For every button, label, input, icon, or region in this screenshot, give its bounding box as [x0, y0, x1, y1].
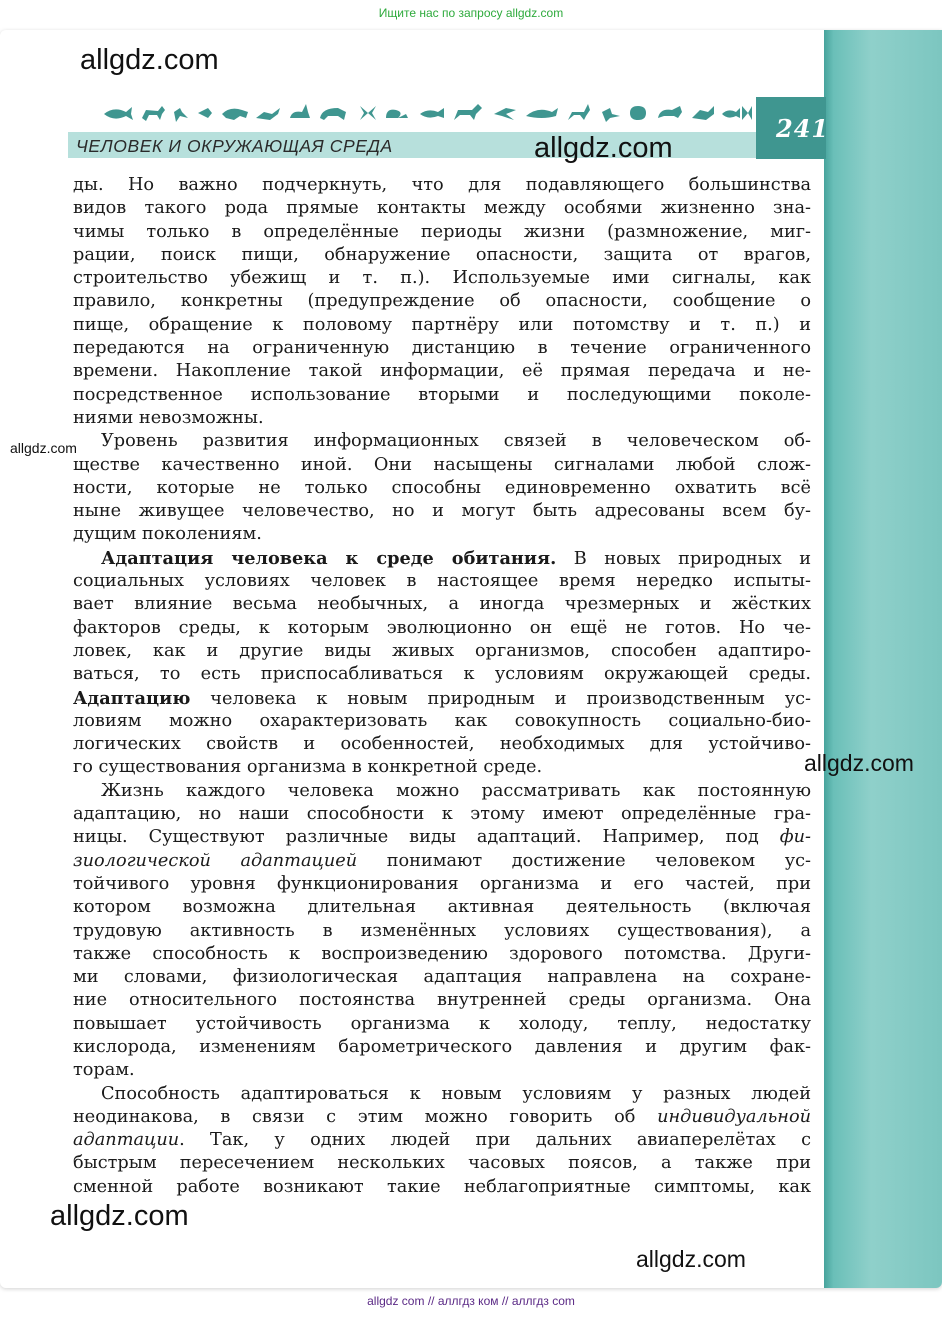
watermark: allgdz.com [10, 440, 77, 456]
text-line: вает влияние весьма необычных, а иногда чрезмерных и жёстких [73, 594, 811, 615]
text-line [73, 826, 811, 849]
text-line: ловек, как и другие виды живых организмов, способен адаптиро- [73, 640, 811, 661]
text-line: времени. Накопление такой информации, её прямая передача и не- [73, 361, 811, 382]
watermark: allgdz.com [636, 1246, 746, 1272]
text-line: ловиям можно охарактеризовать как совокупность социально-био- [73, 710, 811, 731]
text-line: посредственное использование вторыми и последующими поколе- [73, 384, 811, 405]
bold-term: Адаптация человека к среде обитания. [101, 547, 557, 569]
text-line: ние относительного постоянства внутренней среды организма. Она [73, 990, 811, 1011]
text-line: передаются на ограниченную дистанцию в течение ограниченного [73, 338, 811, 359]
text-line [73, 850, 811, 873]
text-line: повышает устойчивость организма к холоду, теплу, недостатку [73, 1013, 811, 1034]
text-run: В новых природных и [556, 548, 812, 569]
text-line [73, 1129, 811, 1152]
italic-term: адаптации [73, 1130, 180, 1151]
insect-icon [198, 106, 212, 120]
text-line: Жизнь каждого человека можно рассматривать как постоянную [101, 780, 811, 801]
footer-link[interactable]: аллгдз ком [437, 1294, 499, 1308]
text-line: ности, которые не только способны единовременно охватить всё [73, 477, 811, 498]
text-line: видов такого рода прямые контакты между особями жизненно зна- [73, 198, 811, 219]
snail-icon [386, 110, 408, 118]
footer-separator: // [501, 1294, 509, 1308]
italic-term: зиологической адаптацией [73, 850, 358, 871]
watermark: allgdz.com [80, 44, 219, 76]
page-number: 241 [776, 114, 830, 143]
text-line: трудовую активность в изменённых условиях существования), а [73, 920, 811, 941]
text-line: Уровень развития информационных связей в человеческом об- [101, 431, 811, 452]
text-line: торам. [73, 1060, 135, 1081]
bird2-icon [494, 108, 516, 120]
fish3-icon [722, 108, 740, 118]
text-line: тойчивого уровня функционирования организма и его частей, при [73, 873, 811, 894]
text-line: пище, обращение к половому партнёру или потомству и т. п.) и [73, 314, 811, 335]
text-line: чимы только в определённые периоды жизни (размножение, миг- [73, 221, 811, 242]
watermark: allgdz.com [534, 132, 673, 164]
lizard2-icon [692, 106, 714, 120]
text-line [73, 1106, 811, 1129]
text-run: ницы. Существуют различные виды адаптаций. Например, под [73, 827, 780, 848]
watermark: allgdz.com [50, 1200, 189, 1232]
italic-term: фи- [779, 827, 811, 848]
text-run: неодинакова, в связи с этим можно говорить об [73, 1106, 658, 1127]
body-text [73, 174, 811, 1199]
text-line: также способность к воспроизведению здорового потомства. Други- [73, 943, 811, 964]
text-line [73, 687, 811, 710]
butterfly-icon [360, 106, 376, 120]
deer-icon [568, 104, 590, 120]
text-line: факторов среды, к которым эволюционно он ещё не готов. Но че- [73, 617, 811, 638]
text-line: логических свойств и особенностей, необходимых для устойчиво- [73, 734, 811, 755]
fish-icon [104, 107, 133, 120]
footer-link[interactable]: allgdz com [367, 1294, 425, 1308]
boar-icon [222, 109, 248, 120]
section-title: ЧЕЛОВЕК И ОКРУЖАЮЩАЯ СРЕДА [76, 136, 393, 156]
footer-link[interactable]: аллгдз com [511, 1294, 575, 1308]
bird3-icon [602, 108, 620, 122]
text-line: кислорода, изменениям барометрического давления и другим фак- [73, 1036, 811, 1057]
animal-silhouettes-ornament [102, 102, 752, 124]
top-banner-link[interactable]: Ищите нас по запросу allgdz.com [378, 6, 564, 20]
bear-icon [320, 108, 346, 120]
text-line: быстрым пересечением нескольких часовых поясов, а также при [73, 1153, 811, 1174]
beetle-icon [630, 106, 646, 120]
text-line: адаптацию, но наши способности к этому имеют определённые гра- [73, 804, 811, 825]
italic-term: индивидуальной [657, 1106, 811, 1127]
text-line: Способность адаптироваться к новым условиям у разных людей [101, 1083, 811, 1104]
footer-separator: // [427, 1294, 435, 1308]
footer-links [0, 1294, 942, 1308]
text-line: ществе качественно иной. Они насыщены сигналами любой слож- [73, 454, 811, 475]
text-line: сменной работе возникают такие неблагоприятные симптомы, как [73, 1176, 811, 1197]
bold-term: Адаптацию [73, 687, 191, 709]
text-line: строительство убежищ и т. п.). Используемые ими сигналы, как [73, 268, 811, 289]
text-line: ми словами, физиологическая адаптация направлена на сохране- [73, 967, 811, 988]
text-line: ниями невозможны. [73, 407, 264, 428]
text-line: социальных условиях человек в настоящее время нередко испыты- [73, 571, 811, 592]
bird-icon [174, 108, 188, 122]
text-line: котором возможна длительная активная деятельность (включая [73, 897, 811, 918]
ram-icon [658, 106, 682, 118]
dolphin-icon [526, 108, 558, 118]
text-line: рации, поиск пищи, обнаружение опасности, защита от врагов, [73, 244, 811, 265]
text-run: . Так, у одних людей при дальних авиаперелётах с [179, 1130, 811, 1151]
text-line: правило, конкретны (предупреждение об опасности, сообщение о [73, 291, 811, 312]
text-line: ваться, то есть приспосабливаться к условиям окружающей среды. [73, 664, 811, 685]
page-side-strip [824, 30, 942, 1288]
text-line: го существования организма в конкретной среде. [73, 757, 543, 778]
watermark: allgdz.com [804, 750, 914, 776]
text-line [73, 547, 811, 570]
lizard-icon [256, 108, 280, 120]
wolf-icon [142, 106, 165, 121]
fish2-icon [420, 108, 444, 118]
text-run: человека к новым природным и производственным ус- [190, 688, 811, 709]
horse-icon [454, 104, 482, 120]
rabbit-icon [290, 104, 310, 118]
text-run: понимают достижение человеком ус- [357, 850, 811, 871]
text-line: ныне живущее человечество, но и могут быть адресованы всем бу- [73, 501, 811, 522]
text-line: дущим поколениям. [73, 524, 262, 545]
text-line: ды. Но важно подчеркнуть, что для подавляющего большинства [73, 175, 811, 195]
butterfly2-icon [742, 106, 752, 120]
